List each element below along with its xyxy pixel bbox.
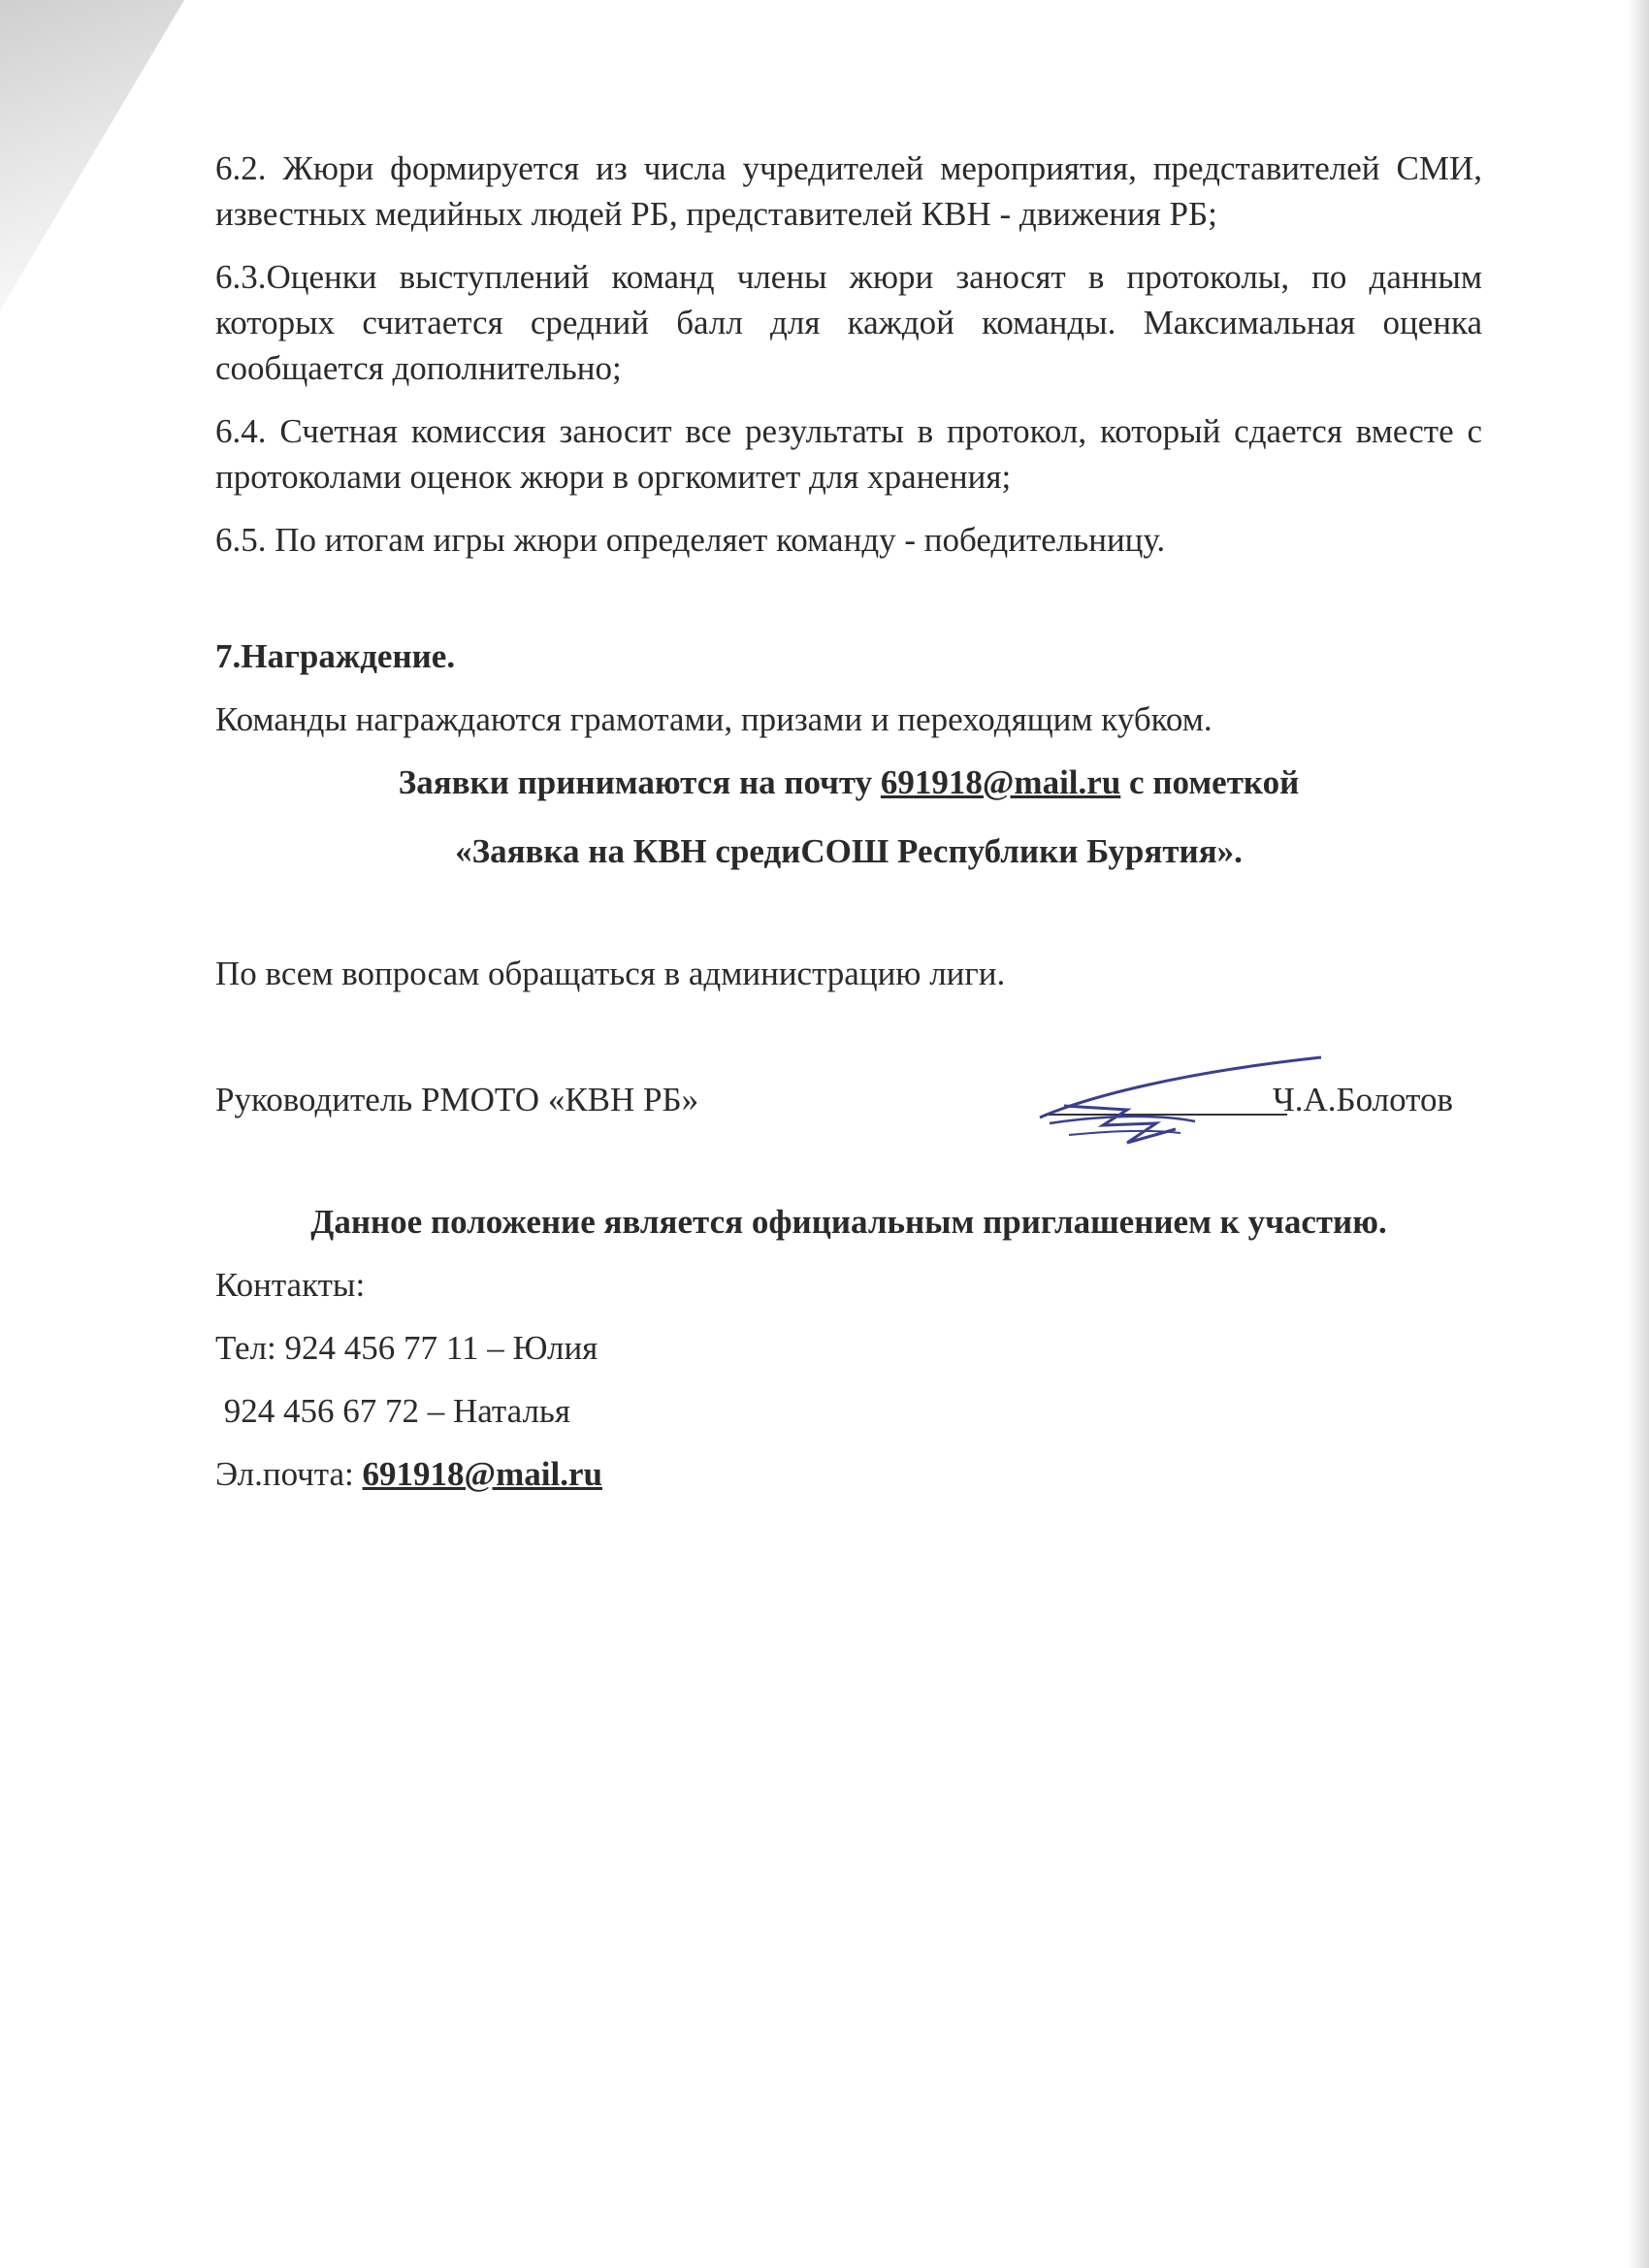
awards-text: Команды награждаются грамотами, призами и переходящим кубком. [215,700,1212,738]
contact-email-link[interactable]: 691918@mail.ru [362,1455,602,1493]
paragraph-6-5: 6.5. По итогам игры жюри определяет команду - победительницу. [215,521,1166,559]
applications-suffix: с пометкой [1120,763,1300,801]
contact-phone-2: 924 456 67 72 – Наталья [215,1392,570,1430]
scan-shadow-corner [0,0,184,310]
questions-text: По всем вопросам обращаться в администрацию лиги. [215,955,1006,992]
applications-subject: «Заявка на КВН средиСОШ Республики Бурятия». [455,832,1243,870]
contact-email-line [215,1451,1482,1497]
official-invitation-notice: Данное положение является официальным приглашением к участию. [310,1203,1387,1241]
paragraph-6-4: 6.4. Счетная комиссия заносит все результаты в протокол, который сдается вместе с протоколами оценок жюри в оргкомитет для хранения; [215,412,1482,496]
scan-shadow-edge [1628,0,1649,2268]
applications-prefix: Заявки принимаются на почту [398,763,881,801]
spacer [215,897,1482,951]
signatory-role: Руководитель РМОТО «КВН РБ» [215,1081,699,1118]
contact-phone-1: Тел: 924 456 77 11 – Юлия [215,1329,598,1367]
spacer [215,580,1482,633]
signatory-name: Ч.А.Болотов [1272,1081,1453,1118]
applications-line [215,760,1482,805]
paragraph-6-2: 6.2. Жюри формируется из числа учредителей мероприятия, представителей СМИ, известных медийных людей РБ, представителей КВН - движения РБ; [215,149,1482,233]
applications-email-link[interactable]: 691918@mail.ru [880,763,1121,801]
paragraph-6-3: 6.3.Оценки выступлений команд члены жюри заносят в протоколы, по данным которых считается средний балл для каждой команды. Максимальная оценка сообщается дополнительно; [215,258,1482,387]
signature-row [215,1067,1482,1145]
document-page [215,146,1482,1514]
section-7-heading: 7.Награждение. [215,637,456,675]
contacts-label: Контакты: [215,1266,366,1304]
contact-email-label: Эл.почта: [215,1455,363,1493]
